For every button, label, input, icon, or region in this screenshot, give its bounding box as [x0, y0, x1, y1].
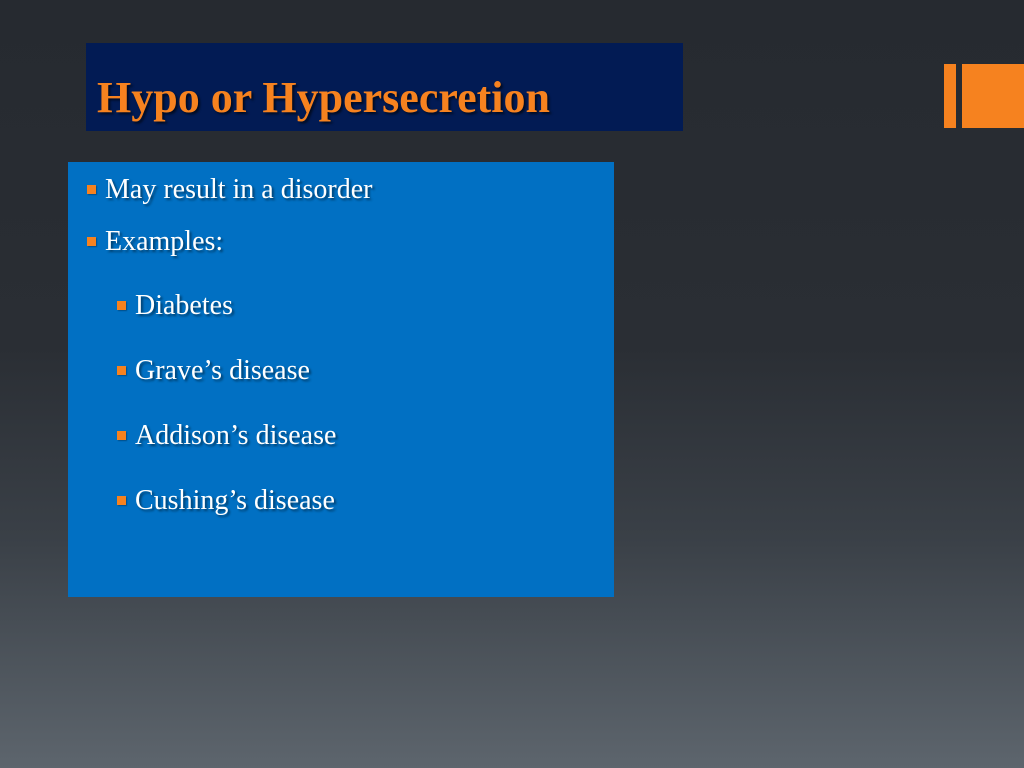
sub-bullet-text: Addison’s disease — [135, 420, 337, 451]
square-bullet-icon — [117, 301, 126, 310]
sub-bullet-item — [117, 355, 310, 387]
sub-bullet-text: Cushing’s disease — [135, 485, 335, 516]
sub-bullet-item — [117, 290, 233, 322]
square-bullet-icon — [117, 496, 126, 505]
sub-bullet-item — [117, 420, 336, 452]
accent-bar-thick — [962, 64, 1024, 128]
bullet-item — [87, 174, 373, 206]
bullet-item — [87, 226, 223, 258]
square-bullet-icon — [117, 366, 126, 375]
bullet-text: May result in a disorder — [105, 174, 373, 205]
square-bullet-icon — [87, 237, 96, 246]
sub-bullet-item — [117, 485, 335, 517]
content-box — [68, 162, 614, 597]
square-bullet-icon — [117, 431, 126, 440]
slide-title: Hypo or Hypersecretion — [97, 73, 550, 122]
square-bullet-icon — [87, 185, 96, 194]
accent-bar-thin — [944, 64, 956, 128]
sub-bullet-text: Diabetes — [135, 290, 233, 321]
title-box — [86, 43, 683, 131]
sub-bullet-text: Grave’s disease — [135, 355, 310, 386]
bullet-text: Examples: — [105, 226, 224, 257]
